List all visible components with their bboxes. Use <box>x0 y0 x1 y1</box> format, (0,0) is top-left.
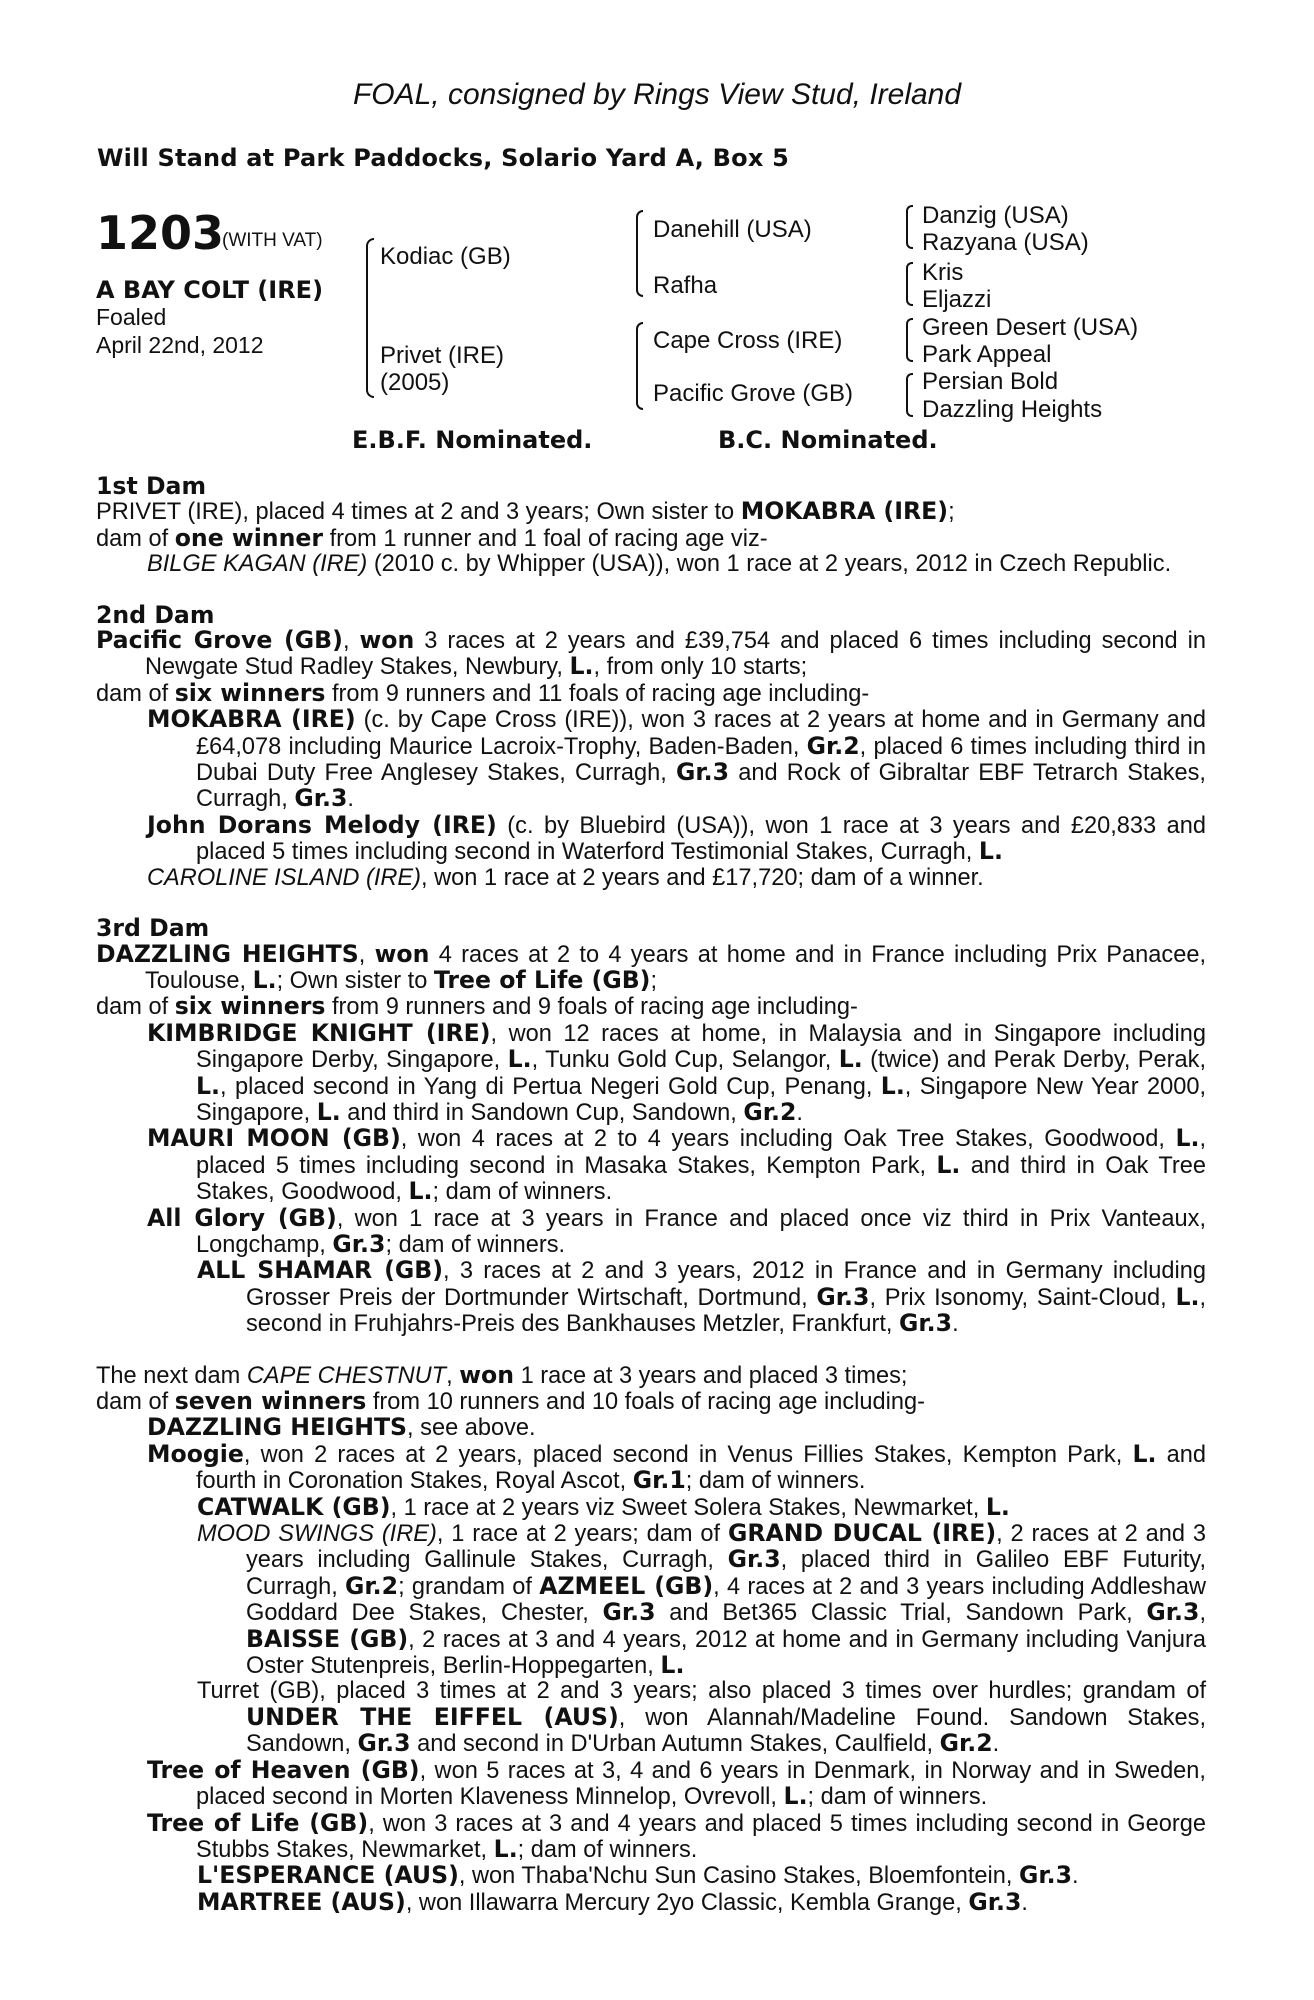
catalogue-header: FOAL, consigned by Rings View Stud, Ireland <box>352 78 962 111</box>
foaled-date: April 22nd, 2012 <box>96 332 264 358</box>
pedigree-sire-dam: Rafha <box>653 272 718 299</box>
next-dam-progeny-4: MOOD SWINGS (IRE), 1 race at 2 years; dam of GRAND DUCAL (IRE), 2 races at 2 and 3 years including Gallinule Stakes, Curragh, Gr.3, placed third in Galileo EBF Futurity, Curragh, Gr.2; grandam of AZMEEL (GB), 4 races at 2 and 3 years including Addleshaw Goddard Dee Stakes, Chester, Gr.3 and Bet365 Classic Trial, Sandown Park, Gr.3, BAISSE (GB), 2 races at 3 and 4 years, 2012 at home and in Germany including Vanjura Oster Stutenpreis, Berlin-Hoppegarten, L. <box>197 1519 1206 1680</box>
first-dam-line-1: PRIVET (IRE), placed 4 times at 2 and 3 years; Own sister to MOKABRA (IRE); <box>96 497 955 526</box>
next-dam-progeny-1: DAZZLING HEIGHTS, see above. <box>147 1413 536 1442</box>
third-dam-progeny-4: ALL SHAMAR (GB), 3 races at 2 and 3 years, 2012 in France and in Germany including Grosser Preis der Dortmunder Wirtschaft, Dortmund, Gr.3, Prix Isonomy, Saint-Cloud, L., second in Fruhjahrs-Preis des Bankhauses Metzler, Frankfurt, Gr.3. <box>197 1256 1207 1338</box>
next-dam-progeny-6: Tree of Heaven (GB), won 5 races at 3, 4 and 6 years in Denmark, in Norway and in Sweden, placed second in Morten Klaveness Minnelop, Ovrevoll, L.; dam of winners. <box>147 1755 1206 1811</box>
pedigree-dam: Privet (IRE) <box>380 342 505 369</box>
stand-location: Will Stand at Park Paddocks, Solario Yard A, Box 5 <box>97 144 789 172</box>
next-dam-line-1: The next dam CAPE CHESTNUT, won 1 race at 3 years and placed 3 times; <box>96 1360 908 1389</box>
bc-nominated: B.C. Nominated. <box>718 426 938 454</box>
third-dam-progeny-3: All Glory (GB), won 1 race at 3 years in France and placed once viz third in Prix Vanteaux, Longchamp, Gr.3; dam of winners. <box>147 1203 1206 1258</box>
second-dam-progeny-1: MOKABRA (IRE) (c. by Cape Cross (IRE)), won 3 races at 2 years at home and in Germany and £64,078 including Maurice Lacroix-Trophy, Baden-Baden, Gr.2, placed 6 times including third in Dubai Duty Free Anglesey Stakes, Curragh, Gr.3 and Rock of Gibraltar EBF Tetrarch Stakes, Curragh, Gr.3. <box>147 705 1206 813</box>
third-dam-progeny-2: MAURI MOON (GB), won 4 races at 2 to 4 years including Oak Tree Stakes, Goodwood, L., placed 5 times including second in Masaka Stakes, Kempton Park, L. and third in Oak Tree Stakes, Goodwood, L.; dam of winners. <box>147 1124 1206 1206</box>
pedigree-g2: Razyana (USA) <box>922 229 1089 256</box>
bracket-g1 <box>906 205 913 249</box>
ebf-nominated: E.B.F. Nominated. <box>352 426 593 454</box>
next-dam-progeny-7: Tree of Life (GB), won 3 races at 3 and 4 years and placed 5 times including second in George Stubbs Stakes, Newmarket, L.; dam of winners. <box>147 1808 1206 1863</box>
bracket-sire-line <box>636 210 643 297</box>
second-dam-line-2: dam of six winners from 9 runners and 11 foals of racing age including- <box>96 678 870 707</box>
foaled-label: Foaled <box>96 304 167 330</box>
pedigree-g7: Persian Bold <box>922 368 1059 395</box>
first-dam-progeny-1: BILGE KAGAN (IRE) (2010 c. by Whipper (USA)), won 1 race at 2 years, 2012 in Czech Republic. <box>147 551 1172 578</box>
next-dam-progeny-5: Turret (GB), placed 3 times at 2 and 3 years; also placed 3 times over hurdles; grandam of UNDER THE EIFFEL (AUS), won Alannah/Madeline Found. Sandown Stakes, Sandown, Gr.3 and second in D'Urban Autumn Stakes, Caulfield, Gr.2. <box>197 1678 1206 1758</box>
next-dam-progeny-8: L'ESPERANCE (AUS), won Thaba'Nchu Sun Casino Stakes, Bloemfontein, Gr.3. <box>197 1861 1079 1890</box>
pedigree-sire-sire: Danehill (USA) <box>653 216 812 243</box>
bracket-dam-line <box>636 322 643 410</box>
bracket-parents <box>366 238 374 398</box>
pedigree-dam-dam: Pacific Grove (GB) <box>653 380 854 407</box>
lot-name: A BAY COLT (IRE) <box>96 276 324 304</box>
pedigree-g8: Dazzling Heights <box>922 396 1103 423</box>
first-dam-heading: 1st Dam <box>96 472 207 500</box>
next-dam-progeny-9: MARTREE (AUS), won Illawarra Mercury 2yo Classic, Kembla Grange, Gr.3. <box>197 1887 1028 1916</box>
next-dam-line-2: dam of seven winners from 10 runners and 10 foals of racing age including- <box>96 1387 926 1415</box>
vat-note: (WITH VAT) <box>222 230 323 251</box>
next-dam-progeny-3: CATWALK (GB), 1 race at 2 years viz Sweet Solera Stakes, Newmarket, L. <box>197 1492 1010 1521</box>
first-dam-line-2: dam of one winner from 1 runner and 1 foal of racing age viz- <box>96 523 768 552</box>
pedigree-sire: Kodiac (GB) <box>380 243 511 270</box>
pedigree-g4: Eljazzi <box>922 286 992 313</box>
second-dam-progeny-3: CAROLINE ISLAND (IRE), won 1 race at 2 years and £17,720; dam of a winner. <box>147 864 984 891</box>
third-dam-line-1: DAZZLING HEIGHTS, won 4 races at 2 to 4 years at home and in France including Prix Panacee, Toulouse, L.; Own sister to Tree of Life (GB); <box>96 939 1206 994</box>
bracket-g2 <box>906 262 913 306</box>
third-dam-heading: 3rd Dam <box>96 914 210 943</box>
third-dam-progeny-1: KIMBRIDGE KNIGHT (IRE), won 12 races at home, in Malaysia and in Singapore including Singapore Derby, Singapore, L., Tunku Gold Cup, Selangor, L. (twice) and Perak Derby, Perak, L., placed second in Yang di Pertua Negeri Gold Cup, Penang, L., Singapore New Year 2000, Singapore, L. and third in Sandown Cup, Sandown, Gr.2. <box>147 1018 1206 1126</box>
lot-number: 1203 <box>96 206 225 260</box>
next-dam-progeny-2: Moogie, won 2 races at 2 years, placed second in Venus Fillies Stakes, Kempton Park, L. and fourth in Coronation Stakes, Royal Ascot, Gr.1; dam of winners. <box>147 1439 1207 1495</box>
second-dam-line-1: Pacific Grove (GB), won 3 races at 2 years and £39,754 and placed 6 times including second in Newgate Stud Radley Stakes, Newbury, L., from only 10 starts; <box>96 626 1207 681</box>
foaled-info <box>96 303 316 359</box>
bracket-g3 <box>906 318 913 362</box>
second-dam-progeny-2: John Dorans Melody (IRE) (c. by Bluebird (USA)), won 1 race at 3 years and £20,833 and placed 5 times including second in Waterford Testimonial Stakes, Curragh, L. <box>147 810 1207 866</box>
second-dam-heading: 2nd Dam <box>96 600 215 629</box>
pedigree-g5: Green Desert (USA) <box>922 314 1139 341</box>
pedigree-g3: Kris <box>922 259 964 286</box>
pedigree-dam-sire: Cape Cross (IRE) <box>653 327 843 354</box>
pedigree-dam-year: (2005) <box>380 369 450 396</box>
catalogue-body <box>96 474 1206 1916</box>
third-dam-line-2: dam of six winners from 9 runners and 9 foals of racing age including- <box>96 992 858 1021</box>
pedigree-g6: Park Appeal <box>922 341 1052 368</box>
bracket-g4 <box>906 373 913 417</box>
pedigree-g1: Danzig (USA) <box>922 202 1069 229</box>
